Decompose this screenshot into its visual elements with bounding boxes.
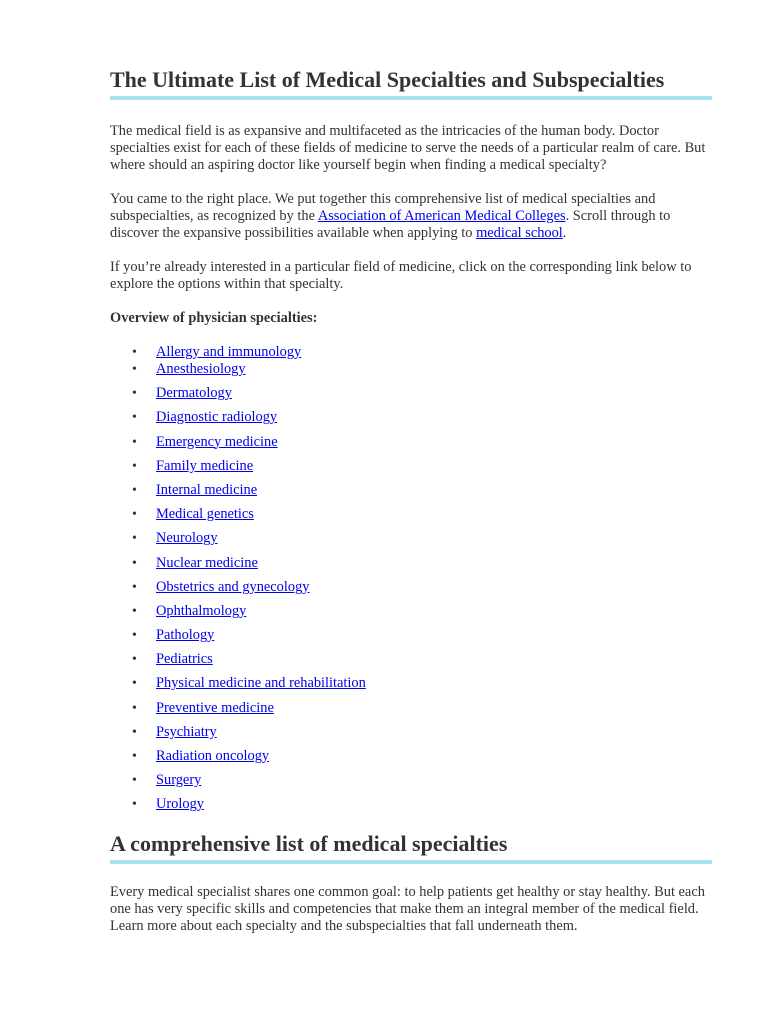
bullet-icon: •: [132, 797, 137, 813]
bullet-icon: •: [132, 507, 137, 523]
list-item: [110, 458, 712, 475]
bullet-icon: •: [132, 603, 137, 619]
bullet-icon: •: [132, 628, 137, 644]
bullet-icon: •: [132, 458, 137, 474]
specialty-link[interactable]: Pathology: [156, 627, 215, 644]
list-item: [110, 434, 712, 451]
intro-paragraph: The medical field is as expansive and multifaceted as the intricacies of the human body. Doctor specialties exist for each of these fields of medicine to serve the needs of a particular realm of care. But where should an aspiring doctor like yourself begin when finding a medical specialty?: [110, 123, 706, 173]
instructions-paragraph: If you’re already interested in a particular field of medicine, click on the corresponding link below to explore the options within that specialty.: [110, 259, 692, 292]
specialty-link[interactable]: Nuclear medicine: [156, 554, 258, 571]
list-item: [110, 482, 712, 499]
bullet-icon: •: [132, 773, 137, 789]
specialty-link[interactable]: Pediatrics: [156, 651, 213, 668]
aamc-link[interactable]: Association of American Medical Colleges: [317, 208, 566, 224]
sources-text-start: You came to the right place. We put together this comprehensive list of medical specialties and subspecialties, as recognized by the: [110, 191, 656, 224]
bullet-icon: •: [132, 482, 137, 498]
list-item: [110, 651, 712, 668]
list-item: [110, 675, 712, 692]
sources-text-middle: . Scroll through to discover the expansive possibilities available when applying to: [110, 208, 671, 241]
specialty-link[interactable]: Radiation oncology: [156, 748, 270, 764]
bullet-icon: •: [132, 555, 137, 571]
specialty-link[interactable]: Ophthalmology: [156, 602, 247, 619]
list-item: [110, 344, 712, 361]
specialty-link[interactable]: Psychiatry: [156, 723, 217, 740]
list-item: [110, 361, 712, 378]
list-item: [110, 506, 712, 523]
list-item: [110, 530, 712, 547]
list-item: [110, 555, 712, 572]
bullet-icon: •: [132, 410, 137, 426]
specialty-link[interactable]: Diagnostic radiology: [156, 409, 278, 426]
bullet-icon: •: [132, 362, 137, 377]
bullet-icon: •: [132, 531, 137, 547]
list-item: [110, 627, 712, 644]
list-item: [110, 772, 712, 789]
specialty-link[interactable]: Internal medicine: [156, 481, 258, 498]
specialty-link[interactable]: Surgery: [156, 772, 202, 789]
section-paragraph: Every medical specialist shares one common goal: to help patients get healthy or stay healthy. But each one has very specific skills and competencies that make them an integral member of the medical field. Learn more about each specialty and the subspecialties that fall underneath them.: [110, 884, 705, 935]
specialty-link[interactable]: Anesthesiology: [156, 361, 246, 377]
specialty-link[interactable]: Preventive medicine: [156, 699, 274, 716]
specialty-link[interactable]: Dermatology: [156, 385, 232, 402]
bullet-icon: •: [132, 676, 137, 692]
list-item: [110, 385, 712, 402]
section-heading: A comprehensive list of medical specialties: [110, 830, 712, 864]
bullet-icon: •: [132, 345, 137, 360]
page-title: The Ultimate List of Medical Specialties and Subspecialties: [110, 66, 712, 100]
specialty-list: [110, 344, 712, 813]
list-item: [110, 579, 712, 596]
bullet-icon: •: [132, 652, 137, 668]
bullet-icon: •: [132, 749, 137, 764]
specialty-link[interactable]: Urology: [156, 796, 204, 813]
specialty-link[interactable]: Medical genetics: [156, 506, 254, 523]
specialty-link[interactable]: Neurology: [156, 530, 218, 547]
overview-heading: Overview of physician specialties:: [110, 310, 318, 326]
article-body: [110, 66, 712, 935]
sources-paragraph: [110, 191, 712, 242]
medical-school-link[interactable]: medical school: [476, 225, 563, 241]
list-item: [110, 724, 712, 741]
specialty-link[interactable]: Obstetrics and gynecology: [156, 578, 310, 595]
bullet-icon: •: [132, 579, 137, 595]
bullet-icon: •: [132, 700, 137, 716]
specialty-link[interactable]: Physical medicine and rehabilitation: [156, 675, 366, 692]
specialty-link[interactable]: Family medicine: [156, 457, 254, 474]
list-item: [110, 700, 712, 717]
specialty-link[interactable]: Allergy and immunology: [156, 344, 302, 360]
bullet-icon: •: [132, 724, 137, 740]
list-item: [110, 603, 712, 620]
specialty-link[interactable]: Emergency medicine: [156, 433, 278, 450]
list-item: [110, 748, 712, 765]
list-item: [110, 409, 712, 426]
list-item: [110, 796, 712, 813]
sources-text-end: .: [562, 225, 567, 241]
bullet-icon: •: [132, 386, 137, 402]
bullet-icon: •: [132, 434, 137, 450]
